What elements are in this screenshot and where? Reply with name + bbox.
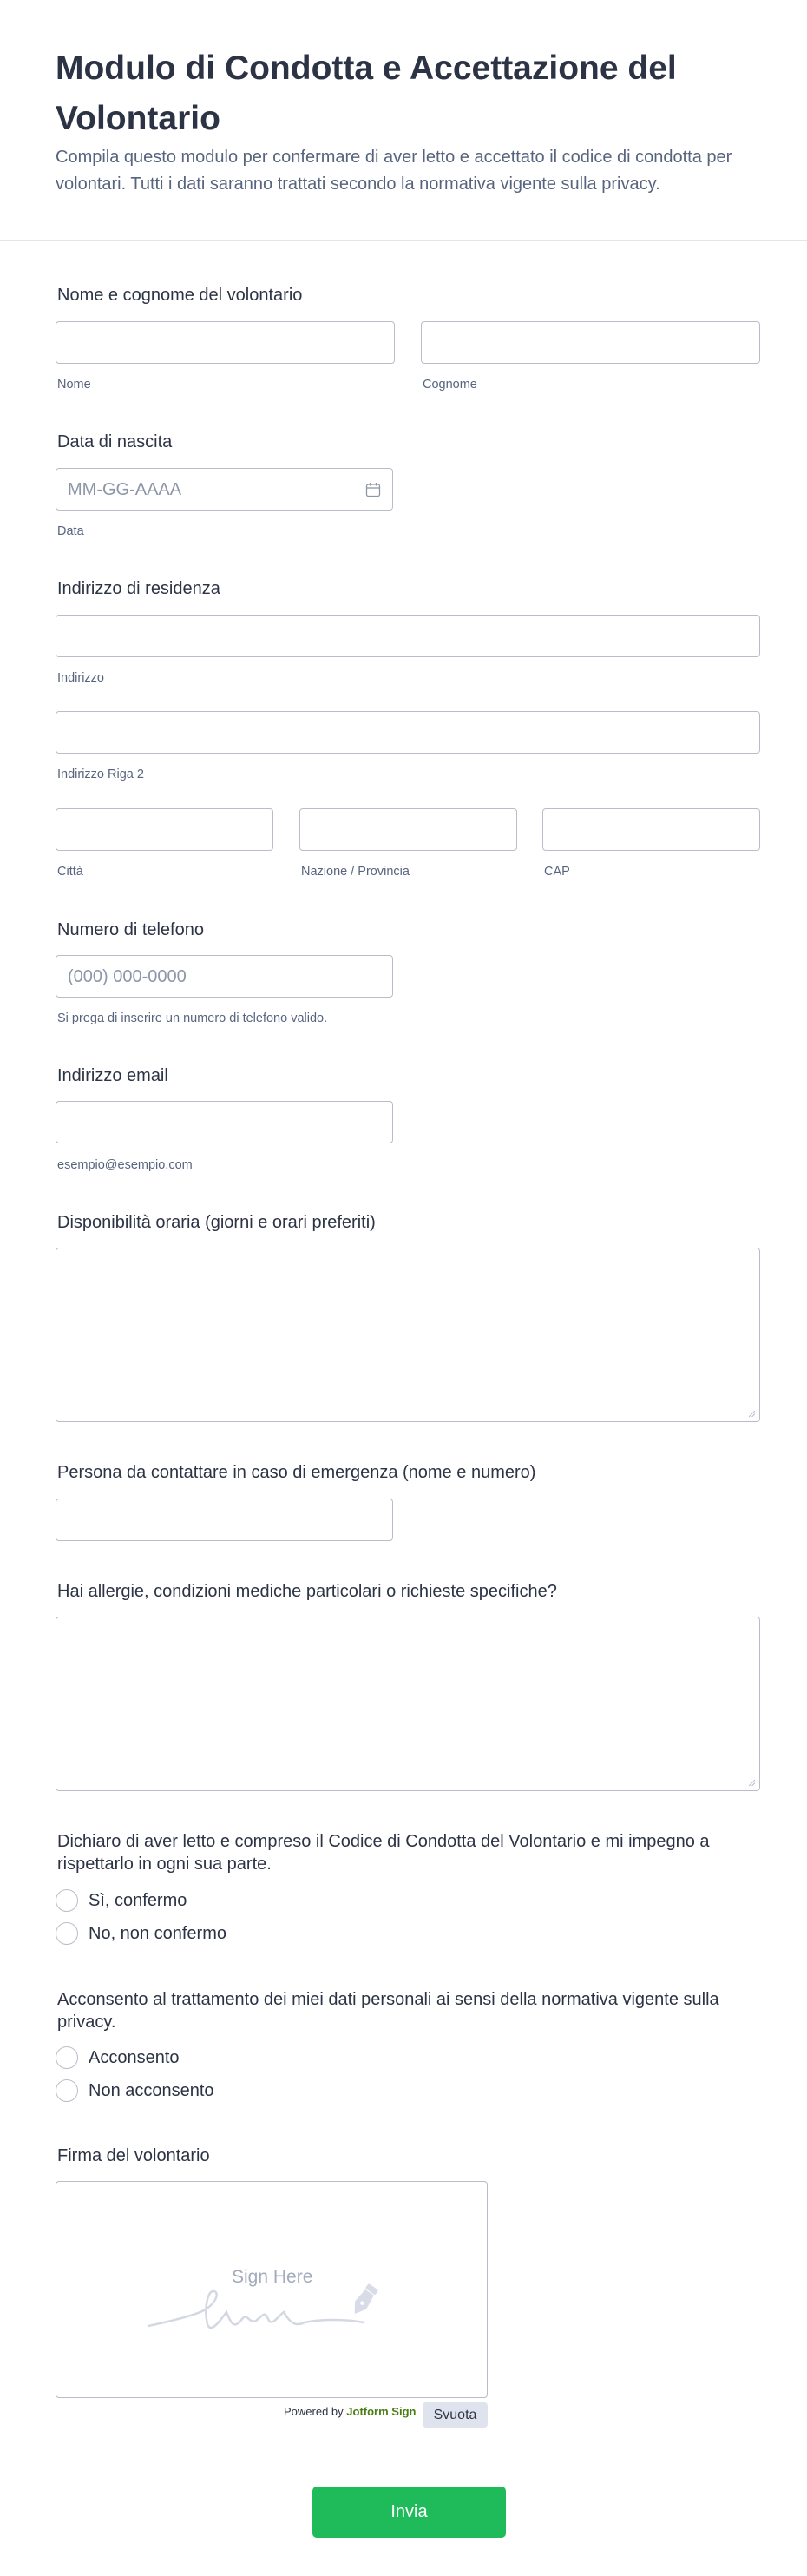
jotform-sign-brand[interactable]: Jotform Sign: [346, 2405, 417, 2418]
code-of-conduct-label: Dichiaro di aver letto e compreso il Codice di Condotta del Volontario e mi impegno a rispettarlo in ogni sua parte.: [57, 1832, 710, 1874]
emergency-contact-label: Persona da contattare in caso di emergenza (nome e numero): [57, 1463, 536, 1482]
phone-placeholder: (000) 000-0000: [68, 967, 187, 986]
birthdate-label: Data di nascita: [57, 432, 173, 451]
resize-handle-icon[interactable]: [747, 1409, 756, 1418]
header-divider: [0, 240, 807, 241]
medical-textarea[interactable]: [56, 1617, 760, 1791]
form-title: Modulo di Condotta e Accettazione del Volontario: [56, 49, 677, 137]
radio-label: Acconsento: [89, 2048, 180, 2067]
birthdate-input[interactable]: [56, 468, 393, 511]
last-name-sublabel: Cognome: [423, 378, 477, 392]
phone-sublabel: Si prega di inserire un numero di telefono valido.: [57, 1011, 328, 1025]
emergency-contact-input[interactable]: [56, 1499, 393, 1541]
name-label: Nome e cognome del volontario: [57, 286, 303, 305]
zip-sublabel: CAP: [544, 865, 570, 879]
last-name-input[interactable]: [421, 321, 760, 364]
address-line1-input[interactable]: [56, 615, 760, 657]
phone-input[interactable]: [56, 955, 393, 998]
city-input[interactable]: [56, 808, 273, 851]
first-name-input[interactable]: [56, 321, 395, 364]
radio-button[interactable]: [56, 1922, 78, 1945]
calendar-icon[interactable]: [365, 482, 381, 497]
form-subtitle: Compila questo modulo per confermare di aver letto e accettato il codice di condotta per volontari. Tutti i dati saranno trattati secondo la normativa vigente sulla privacy.: [56, 148, 732, 194]
signature-label: Firma del volontario: [57, 2146, 210, 2165]
availability-label: Disponibilità oraria (giorni e orari preferiti): [57, 1213, 376, 1232]
radio-button[interactable]: [56, 2046, 78, 2069]
signature-placeholder: Sign Here: [232, 2267, 313, 2287]
submit-button[interactable]: Invia: [312, 2487, 506, 2538]
email-input[interactable]: [56, 1101, 393, 1143]
clear-signature-button[interactable]: Svuota: [423, 2402, 488, 2428]
privacy-label: Acconsento al trattamento dei miei dati personali ai sensi della normativa vigente sulla privacy.: [57, 1990, 719, 2032]
radio-button[interactable]: [56, 2079, 78, 2102]
email-label: Indirizzo email: [57, 1066, 168, 1085]
form-header: [0, 0, 807, 241]
address-label: Indirizzo di residenza: [57, 579, 220, 598]
state-input[interactable]: [299, 808, 517, 851]
city-sublabel: Città: [57, 865, 83, 879]
address-line1-sublabel: Indirizzo: [57, 671, 104, 685]
phone-label: Numero di telefono: [57, 920, 204, 939]
radio-label: No, non confermo: [89, 1924, 226, 1943]
first-name-sublabel: Nome: [57, 378, 91, 392]
radio-label: Sì, confermo: [89, 1891, 187, 1910]
birthdate-sublabel: Data: [57, 524, 84, 538]
address-line2-sublabel: Indirizzo Riga 2: [57, 768, 144, 781]
availability-textarea[interactable]: [56, 1248, 760, 1422]
zip-input[interactable]: [542, 808, 760, 851]
radio-label: Non acconsento: [89, 2081, 214, 2100]
powered-by-text: Powered by: [284, 2405, 344, 2418]
address-line2-input[interactable]: [56, 711, 760, 754]
signature-pad[interactable]: [56, 2181, 488, 2398]
powered-by-note: [284, 2405, 416, 2419]
resize-handle-icon[interactable]: [747, 1778, 756, 1787]
birthdate-placeholder: MM-GG-AAAA: [68, 480, 182, 499]
medical-label: Hai allergie, condizioni mediche particolari o richieste specifiche?: [57, 1582, 557, 1601]
state-sublabel: Nazione / Provincia: [301, 865, 410, 879]
email-sublabel: esempio@esempio.com: [57, 1158, 193, 1172]
radio-button[interactable]: [56, 1889, 78, 1912]
